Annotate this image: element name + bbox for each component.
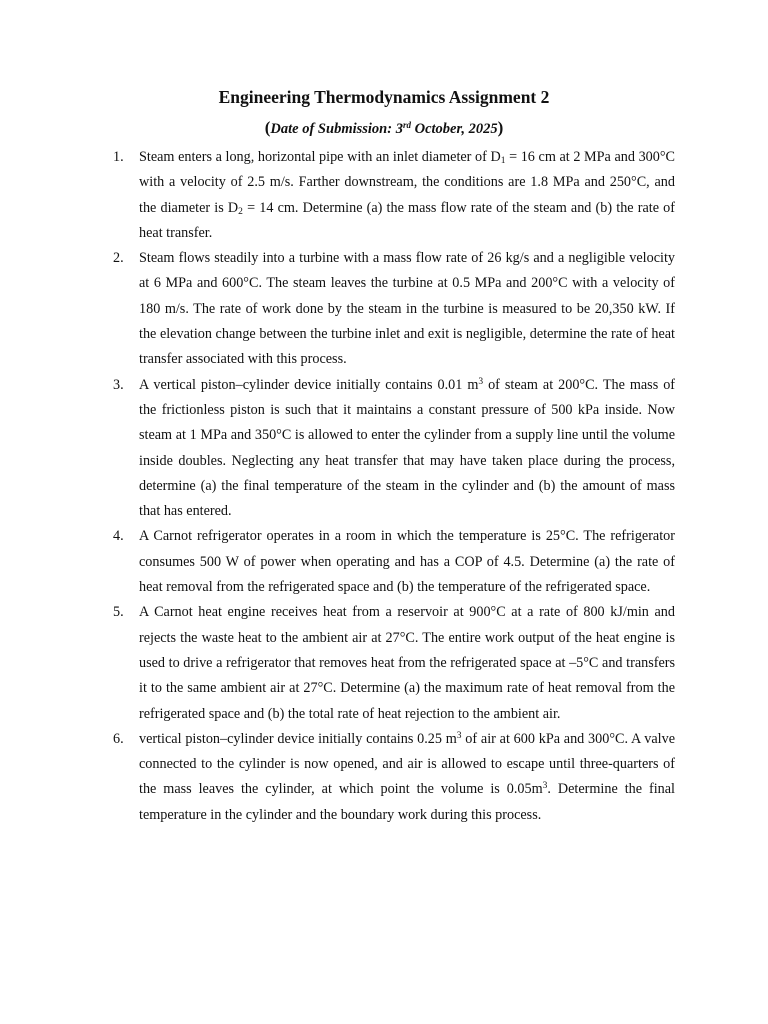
- submission-date-text-end: October, 2025: [410, 121, 498, 137]
- subtitle-close-paren: ): [497, 118, 504, 137]
- question-3: [0, 373, 768, 525]
- question-text: [139, 727, 675, 828]
- question-text-part: Steam enters a long, horizontal pipe with an inlet diameter of D: [139, 149, 501, 165]
- question-number: 2.: [113, 250, 124, 267]
- question-text: [139, 145, 675, 246]
- question-text-part: of air at 600 kPa and 300°C. A valve connected to the cylinder is now opened, and air is allowed to escape until three-quarters of the mass leaves the cylinder, at which point the volume is 0.05m: [139, 730, 675, 798]
- superscript: 3: [478, 376, 484, 387]
- submission-date-text: Date of Submission: 3: [270, 121, 403, 137]
- subscript: 2: [238, 206, 243, 217]
- question-number: 3.: [113, 376, 124, 393]
- superscript: 3: [456, 730, 462, 741]
- question-text: Steam flows steadily into a turbine with a mass flow rate of 26 kg/s and a negligible velocity at 6 MPa and 600°C. The steam leaves the turbine at 0.5 MPa and 200°C with a velocity of 180 m/s. The rate of work done by the steam in the turbine is measured to be 20,350 kW. If the elevation change between the turbine inlet and exit is negligible, determine the rate of heat transfer associated with this process.: [139, 250, 675, 368]
- question-number: 6.: [113, 730, 124, 747]
- question-text-part: . Determine the final temperature in the cylinder and the boundary work during this process.: [139, 781, 675, 823]
- question-text-part: = 16 cm at 2 MPa and 300°C with a velocity of 2.5 m/s. Farther downstream, the conditions are 1.8 MPa and 250°C, and the diameter is D: [139, 149, 676, 216]
- question-text-part: A vertical piston–cylinder device initially contains 0.01 m: [139, 376, 479, 393]
- date-ordinal-suffix: rd: [402, 120, 411, 130]
- subtitle-open-paren: (: [264, 118, 271, 137]
- subscript: 1: [500, 156, 506, 166]
- document-title: Engineering Thermodynamics Assignment 2: [218, 87, 550, 107]
- question-text-part: of steam at 200°C. The mass of the frictionless piston is such that it maintains a constant pressure of 500 kPa inside. Now steam at 1 MPa and 350°C is allowed to enter the cylinder from a supply line until the volume inside doubles. Neglecting any heat transfer that may have taken place during the process, determine (a) the final temperature of the steam in the cylinder and (b) the amount of mass that has entered.: [139, 376, 676, 520]
- question-number: 1.: [113, 149, 124, 165]
- question-number: 5.: [113, 604, 124, 621]
- superscript: 3: [542, 781, 548, 792]
- question-4: [0, 524, 768, 600]
- question-2: [0, 246, 768, 372]
- question-6: [0, 727, 768, 828]
- question-text: A Carnot heat engine receives heat from a reservoir at 900°C at a rate of 800 kJ/min and rejects the waste heat to the ambient air at 27°C. The entire work output of the heat engine is used to drive a refrigerator that removes heat from the refrigerated space at –5°C and transfers it to the same ambient air at 27°C. Determine (a) the maximum rate of heat removal from the refrigerated space and (b) the total rate of heat rejection to the ambient air.: [139, 604, 675, 722]
- question-5: [0, 600, 768, 726]
- question-1: [0, 145, 768, 246]
- question-text-part: = 14 cm. Determine (a) the mass flow rate of the steam and (b) the rate of heat transfer.: [139, 199, 675, 241]
- question-text: [139, 373, 675, 525]
- question-number: 4.: [113, 528, 124, 545]
- submission-date: [0, 118, 768, 139]
- question-text: A Carnot refrigerator operates in a room in which the temperature is 25°C. The refrigerator consumes 500 W of power when operating and has a COP of 4.5. Determine (a) the rate of heat removal from the refrigerated space and (b) the temperature of the refrigerated space.: [139, 528, 675, 596]
- question-text-part: vertical piston–cylinder device initially contains 0.25 m: [139, 730, 457, 747]
- question-list: [0, 145, 768, 828]
